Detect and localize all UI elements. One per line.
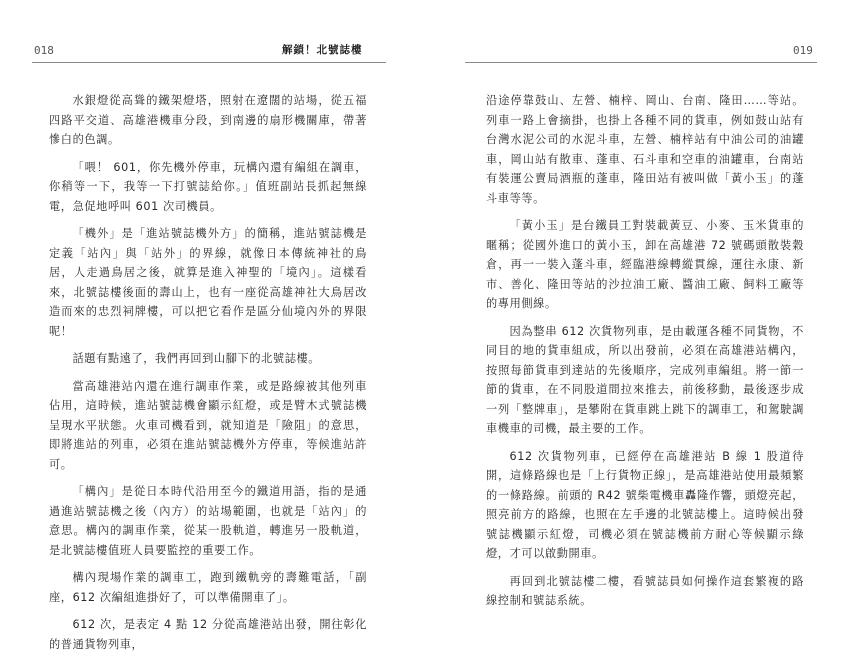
paragraph: 沿途停靠鼓山、左營、楠梓、岡山、台南、隆田……等站。列車一路上會摘掛，也掛上各種不同的貨車，例如鼓山站有台灣水泥公司的水泥斗車，左營、楠梓站有中油公司的油罐車，岡山站有散車、蓬車、石斗車和空車的油罐車，台南站有裝運公賣局酒瓶的蓬車，隆田站有被叫做「黃小玉」的蓬斗車等等。 — [486, 94, 804, 205]
paragraph: 話題有點遠了，我們再回到山腳下的北號誌樓。 — [72, 352, 321, 365]
paragraph: 當高雄港站內還在進行調車作業，或是路線被其他列車佔用，這時候，進站號誌機會顯示紅燈，或是臂木式號誌機呈現水平狀態。火車司機看到，就知道是「險阻」的意思，即將進站的列車，必須在進站號誌機外方停車，等候進站許可。 — [49, 379, 367, 471]
paragraph: 612 次貨物列車，已經停在高雄港站 B 線 1 股道待開，這條路線也是「上行貨物正線」，是高雄港站使用最頻繁的一條路線。前頭的 R42 號柴電機車轟隆作響，頭燈亮起，照亮前方的路線，也照在左手邊的北號誌樓上。這時候出發號誌機顯示紅燈，司機必須在號誌機前方耐心等候顯示綠燈，才可以啟動開車。 — [486, 449, 804, 560]
right-body-text — [486, 91, 804, 619]
header-rule — [32, 62, 386, 63]
page-number: 018 — [34, 44, 54, 57]
paragraph: 構內現場作業的調車工，跑到鐵軌旁的壽難電話，「副座，612 次編組進掛好了，可以準備開車了」。 — [49, 571, 367, 604]
left-page — [0, 0, 425, 651]
paragraph: 「構內」是從日本時代沿用至今的鐵道用語，指的是通過進站號誌機之後（內方）的站場範圍，也就是「站內」的意思。構內的調車作業，從某一股軌道，轉進另一股軌道，是北號誌樓值班人員要監控的重要工作。 — [49, 485, 367, 557]
page-number: 019 — [793, 44, 813, 57]
right-page — [425, 0, 850, 607]
left-body-text — [49, 91, 367, 662]
paragraph: 「喂！ 601，你先機外停車，玩構內還有編組在調車，你稍等一下，我等一下打號誌給你。」值班副站長抓起無線電，急促地呼叫 601 次司機員。 — [49, 160, 367, 213]
paragraph: 水銀燈從高聳的鐵架燈塔，照射在遼闊的站場，從五福四路平交道、高雄港機車分段，到南邊的扇形機關庫，帶著慘白的色調。 — [49, 94, 367, 146]
header-rule — [465, 62, 817, 63]
running-title: 解鎖！北號誌樓 — [282, 44, 363, 56]
paragraph: 「黃小玉」是台鐵員工對裝載黃豆、小麥、玉米貨車的暱稱；從國外進口的黃小玉，卸在高雄港 72 號碼頭散裝穀倉，再一一裝入蓬斗車，經臨港線轉縱貫線，運往永康、新市、善化、隆田等站的沙拉油工廠、醬油工廠、飼料工廠等的專用側線。 — [486, 219, 804, 310]
paragraph: 「機外」是「進站號誌機外方」的簡稱，進站號誌機是定義「站內」與「站外」的界線，就像日本傳統神社的鳥居，人走過鳥居之後，就算是進入神聖的「境內」。這樣看來，北號誌樓後面的壽山上，也有一座從高雄神社大鳥居改造而來的忠烈祠牌樓，可以把它看作是區分仙境內外的界限呢！ — [49, 227, 367, 338]
paragraph: 612 次，是表定 4 點 12 分從高雄港站出發，開往彰化的普通貨物列車， — [49, 618, 367, 651]
paragraph: 再回到北號誌樓二樓，看號誌員如何操作這套繁複的路線控制和號誌系統。 — [486, 574, 804, 607]
paragraph: 因為整串 612 次貨物列車，是由載運各種不同貨物，不同目的地的貨車組成，所以出發前，必須在高雄港站構內，按照每節貨車到達站的先後順序，完成列車編組。將一節一節的貨車，在不同股道間拉來推去，前後移動，最後逐步成一列「整牌車」，是攀附在貨車跳上跳下的調車工，和駕駛調車機車的司機，最主要的工作。 — [486, 324, 804, 435]
